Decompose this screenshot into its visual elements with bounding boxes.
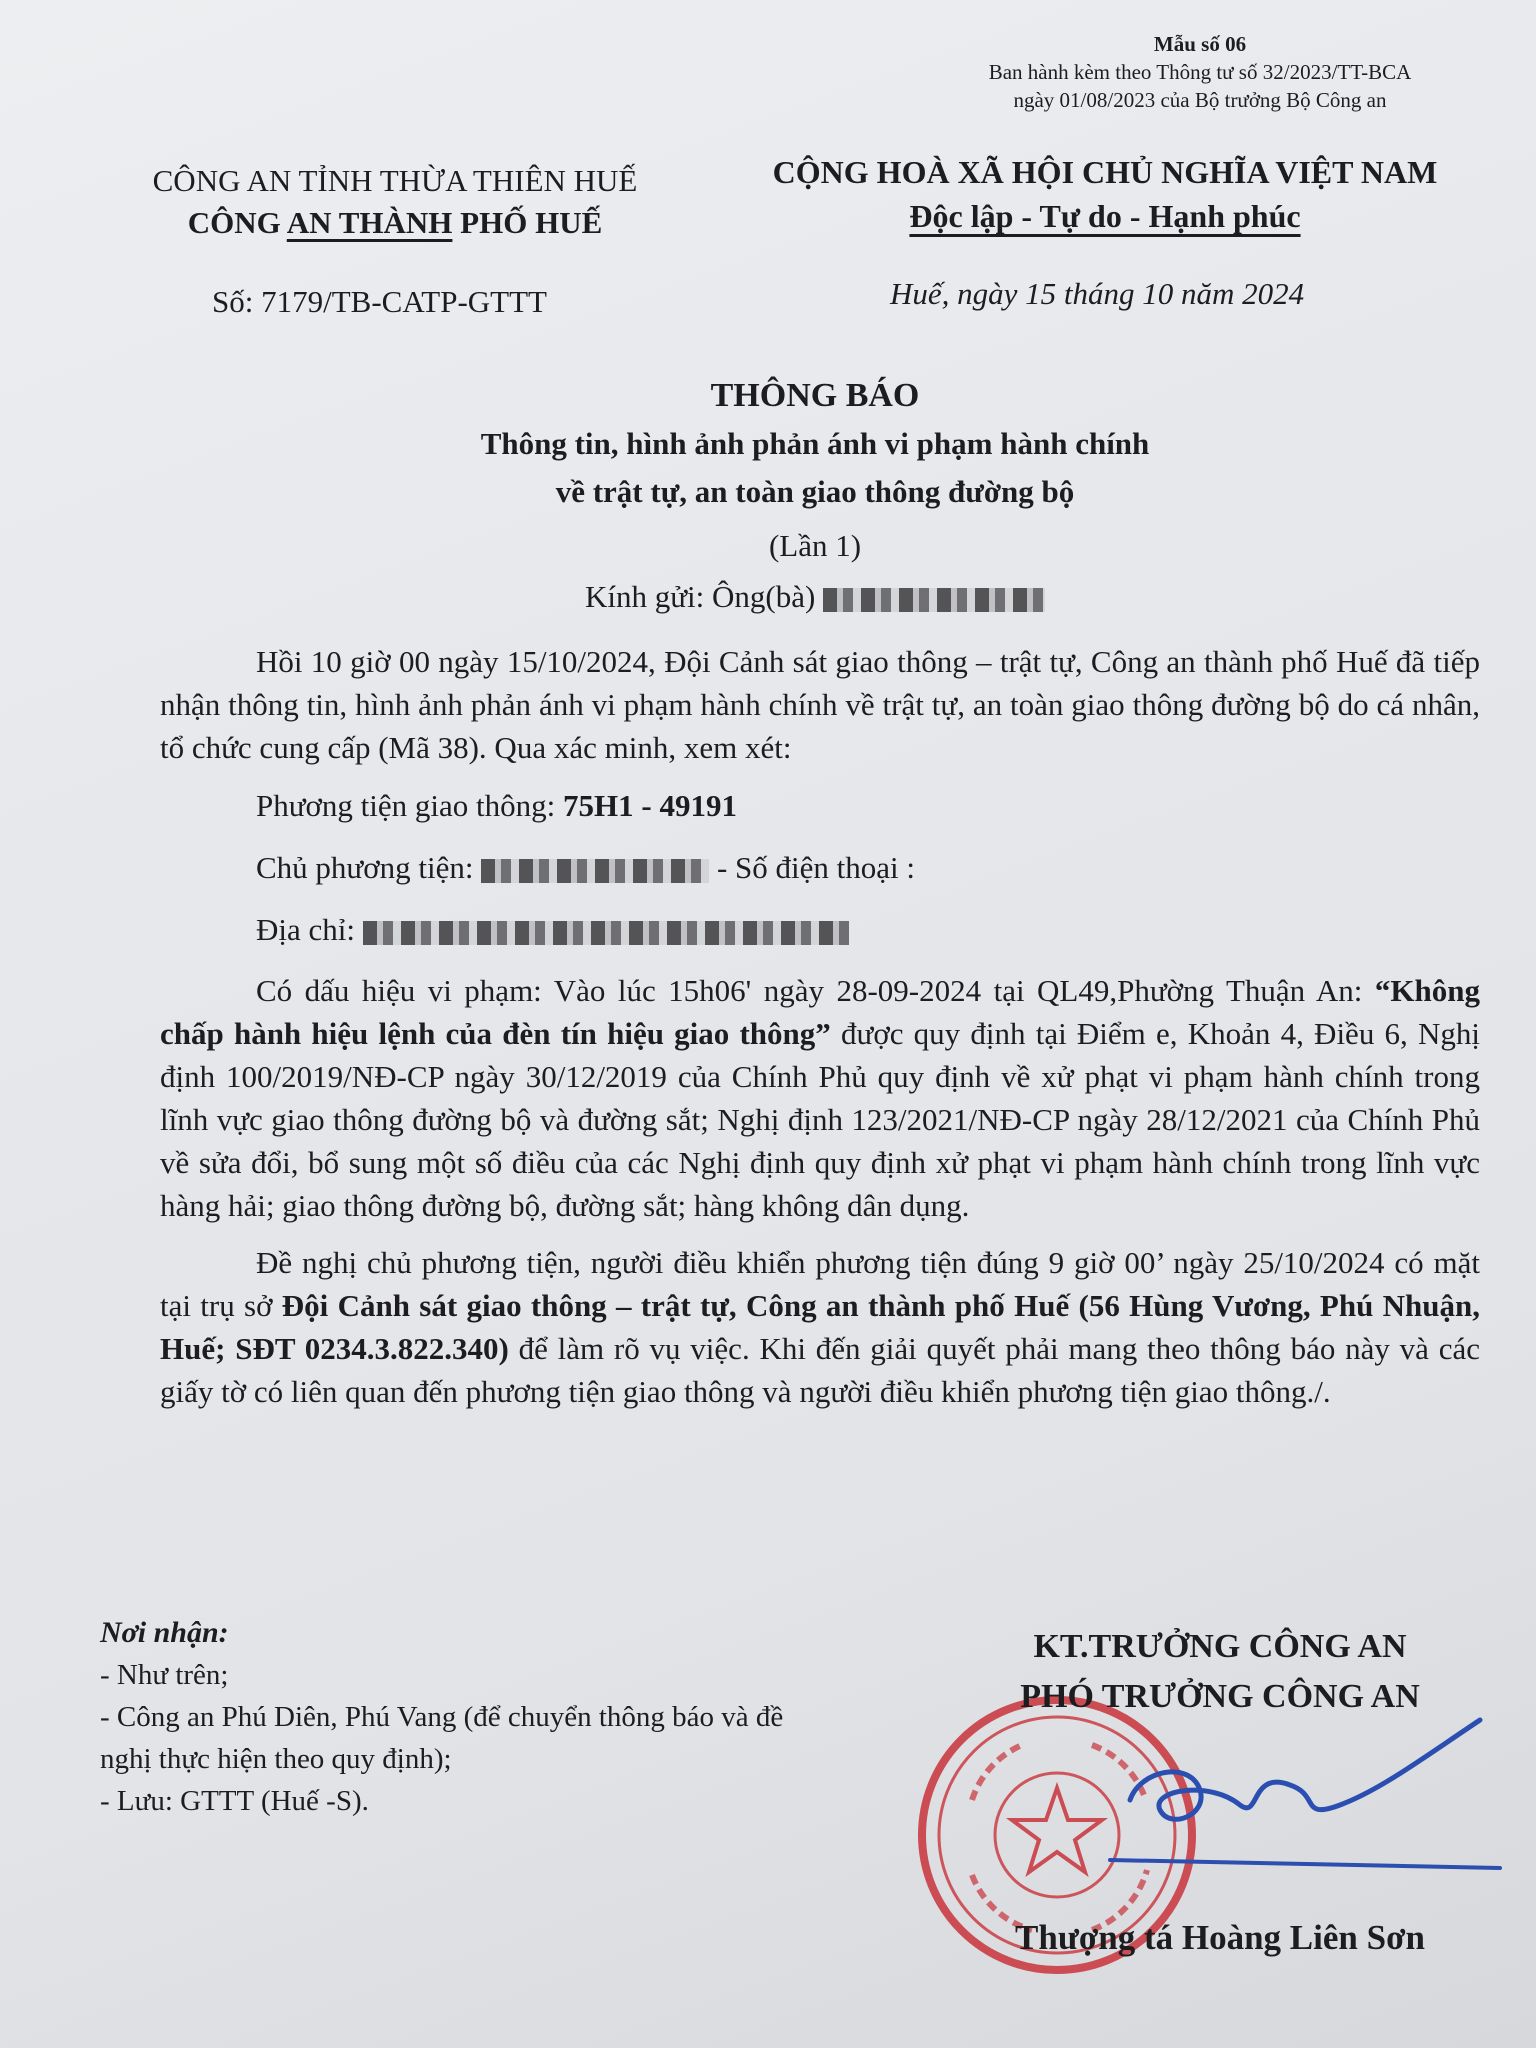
nation-name: CỘNG HOÀ XÃ HỘI CHỦ NGHĨA VIỆT NAM [772,154,1438,190]
vehicle-label: Phương tiện giao thông: [256,788,564,823]
form-number: Mẫu số 06 [1153,32,1247,56]
address-label: Địa chỉ: [256,912,363,947]
signature-title-1: KT.TRƯỞNG CÔNG AN [1033,1628,1407,1665]
document-date: Huế, ngày 15 tháng 10 năm 2024 [890,276,1305,311]
redacted-owner-name [481,859,709,883]
address-line [160,905,1480,955]
nation-motto [725,194,1485,238]
recipients-block [100,1612,840,1822]
agency-header [100,160,690,244]
request-paragraph [160,1241,1480,1413]
recipient-item: - Lưu: GTTT (Huế -S). [100,1785,369,1817]
document-number: Số: 7179/TB-CATP-GTTT [212,284,547,319]
agency-unit-underlined: AN THÀNH [286,205,453,240]
handwritten-signature [1100,1710,1520,1890]
greeting-label: Kính gửi: Ông(bà) [584,579,816,614]
recipients-heading: Nơi nhận: [100,1616,229,1649]
violation-paragraph [160,969,1480,1227]
owner-label: Chủ phương tiện: [256,850,482,885]
page-title: THÔNG BÁO [710,377,920,414]
attempt-number: (Lần 1) [768,528,862,563]
nation-motto-text: Độc lập - Tự do - Hạnh phúc [909,198,1301,234]
signature-block [940,1622,1500,1722]
form-issued-by: Ban hành kèm theo Thông tư số 32/2023/TT-BCA [988,60,1412,84]
violation-description: “Không chấp hành hiệu lệnh của đèn tín hiệu giao thông” [160,973,1480,1051]
request-intro: Đề nghị chủ phương tiện, người điều khiển phương tiện đúng 9 giờ 00’ ngày 25/10/2024 có mặt tại trụ sở [160,1245,1480,1323]
signature-title-2: PHÓ TRƯỞNG CÔNG AN [1020,1678,1420,1715]
recipient-item: - Công an Phú Diên, Phú Vang (để chuyển thông báo và đề nghị thực hiện theo quy định); [100,1701,784,1775]
vehicle-line [160,781,1480,831]
redacted-recipient-name [823,588,1045,612]
request-location: Đội Cảnh sát giao thông – trật tự, Công an thành phố Huế (56 Hùng Vương, Phú Nhuận, Huế; SĐT 0234.3.822.340) [160,1288,1480,1366]
recipient-item: - Như trên; [100,1659,229,1691]
violation-legal-basis: được quy định tại Điểm e, Khoản 4, Điều 6, Nghị định 100/2019/NĐ-CP ngày 30/12/2019 của Chính Phủ quy định về xử phạt vi phạm hành chính trong lĩnh vực giao thông đường bộ và đường sắt; Nghị định 123/2021/NĐ-CP ngày 28/12/2021 của Chính Phủ về sửa đổi, bổ sung một số điều của các Nghị định quy định xử phạt vi phạm hành chính trong lĩnh vực hàng hải; giao thông đường bộ, đường sắt; hàng không dân dụng. [160,1016,1480,1223]
agency-unit [100,202,690,244]
request-instructions: để làm rõ vụ việc. Khi đến giải quyết phải mang theo thông báo này và các giấy tờ có liên quan đến phương tiện giao thông và người điều khiển phương tiện giao thông./. [160,1331,1480,1409]
owner-line [160,843,1480,893]
vehicle-plate: 75H1 - 49191 [563,788,737,823]
form-note [940,30,1460,114]
nation-header [725,150,1485,238]
form-issued-date: ngày 01/08/2023 của Bộ trưởng Bộ Công an [1013,88,1387,112]
title-block [200,372,1430,622]
agency-unit-suffix: PHỐ HUẾ [452,205,603,240]
redacted-address [363,921,849,945]
title-subtitle-2: về trật tự, an toàn giao thông đường bộ [555,474,1075,509]
signer-name: Thượng tá Hoàng Liên Sơn [1015,1918,1425,1957]
greeting [200,572,1430,622]
intro-paragraph: Hồi 10 giờ 00 ngày 15/10/2024, Đội Cảnh sát giao thông – trật tự, Công an thành phố Huế đã tiếp nhận thông tin, hình ảnh phản ánh vi phạm hành chính về trật tự, an toàn giao thông đường bộ do cá nhân, tổ chức cung cấp (Mã 38). Qua xác minh, xem xét: [160,644,1480,765]
agency-unit-prefix: CÔNG [187,205,287,240]
document-body [160,640,1480,1413]
title-subtitle-1: Thông tin, hình ảnh phản ánh vi phạm hành chính [480,426,1150,461]
violation-intro: Có dấu hiệu vi phạm: Vào lúc 15h06' ngày 28-09-2024 tại QL49,Phường Thuận An: [256,973,1375,1008]
agency-parent: CÔNG AN TỈNH THỪA THIÊN HUẾ [152,163,638,198]
phone-label: - Số điện thoại : [709,850,916,885]
